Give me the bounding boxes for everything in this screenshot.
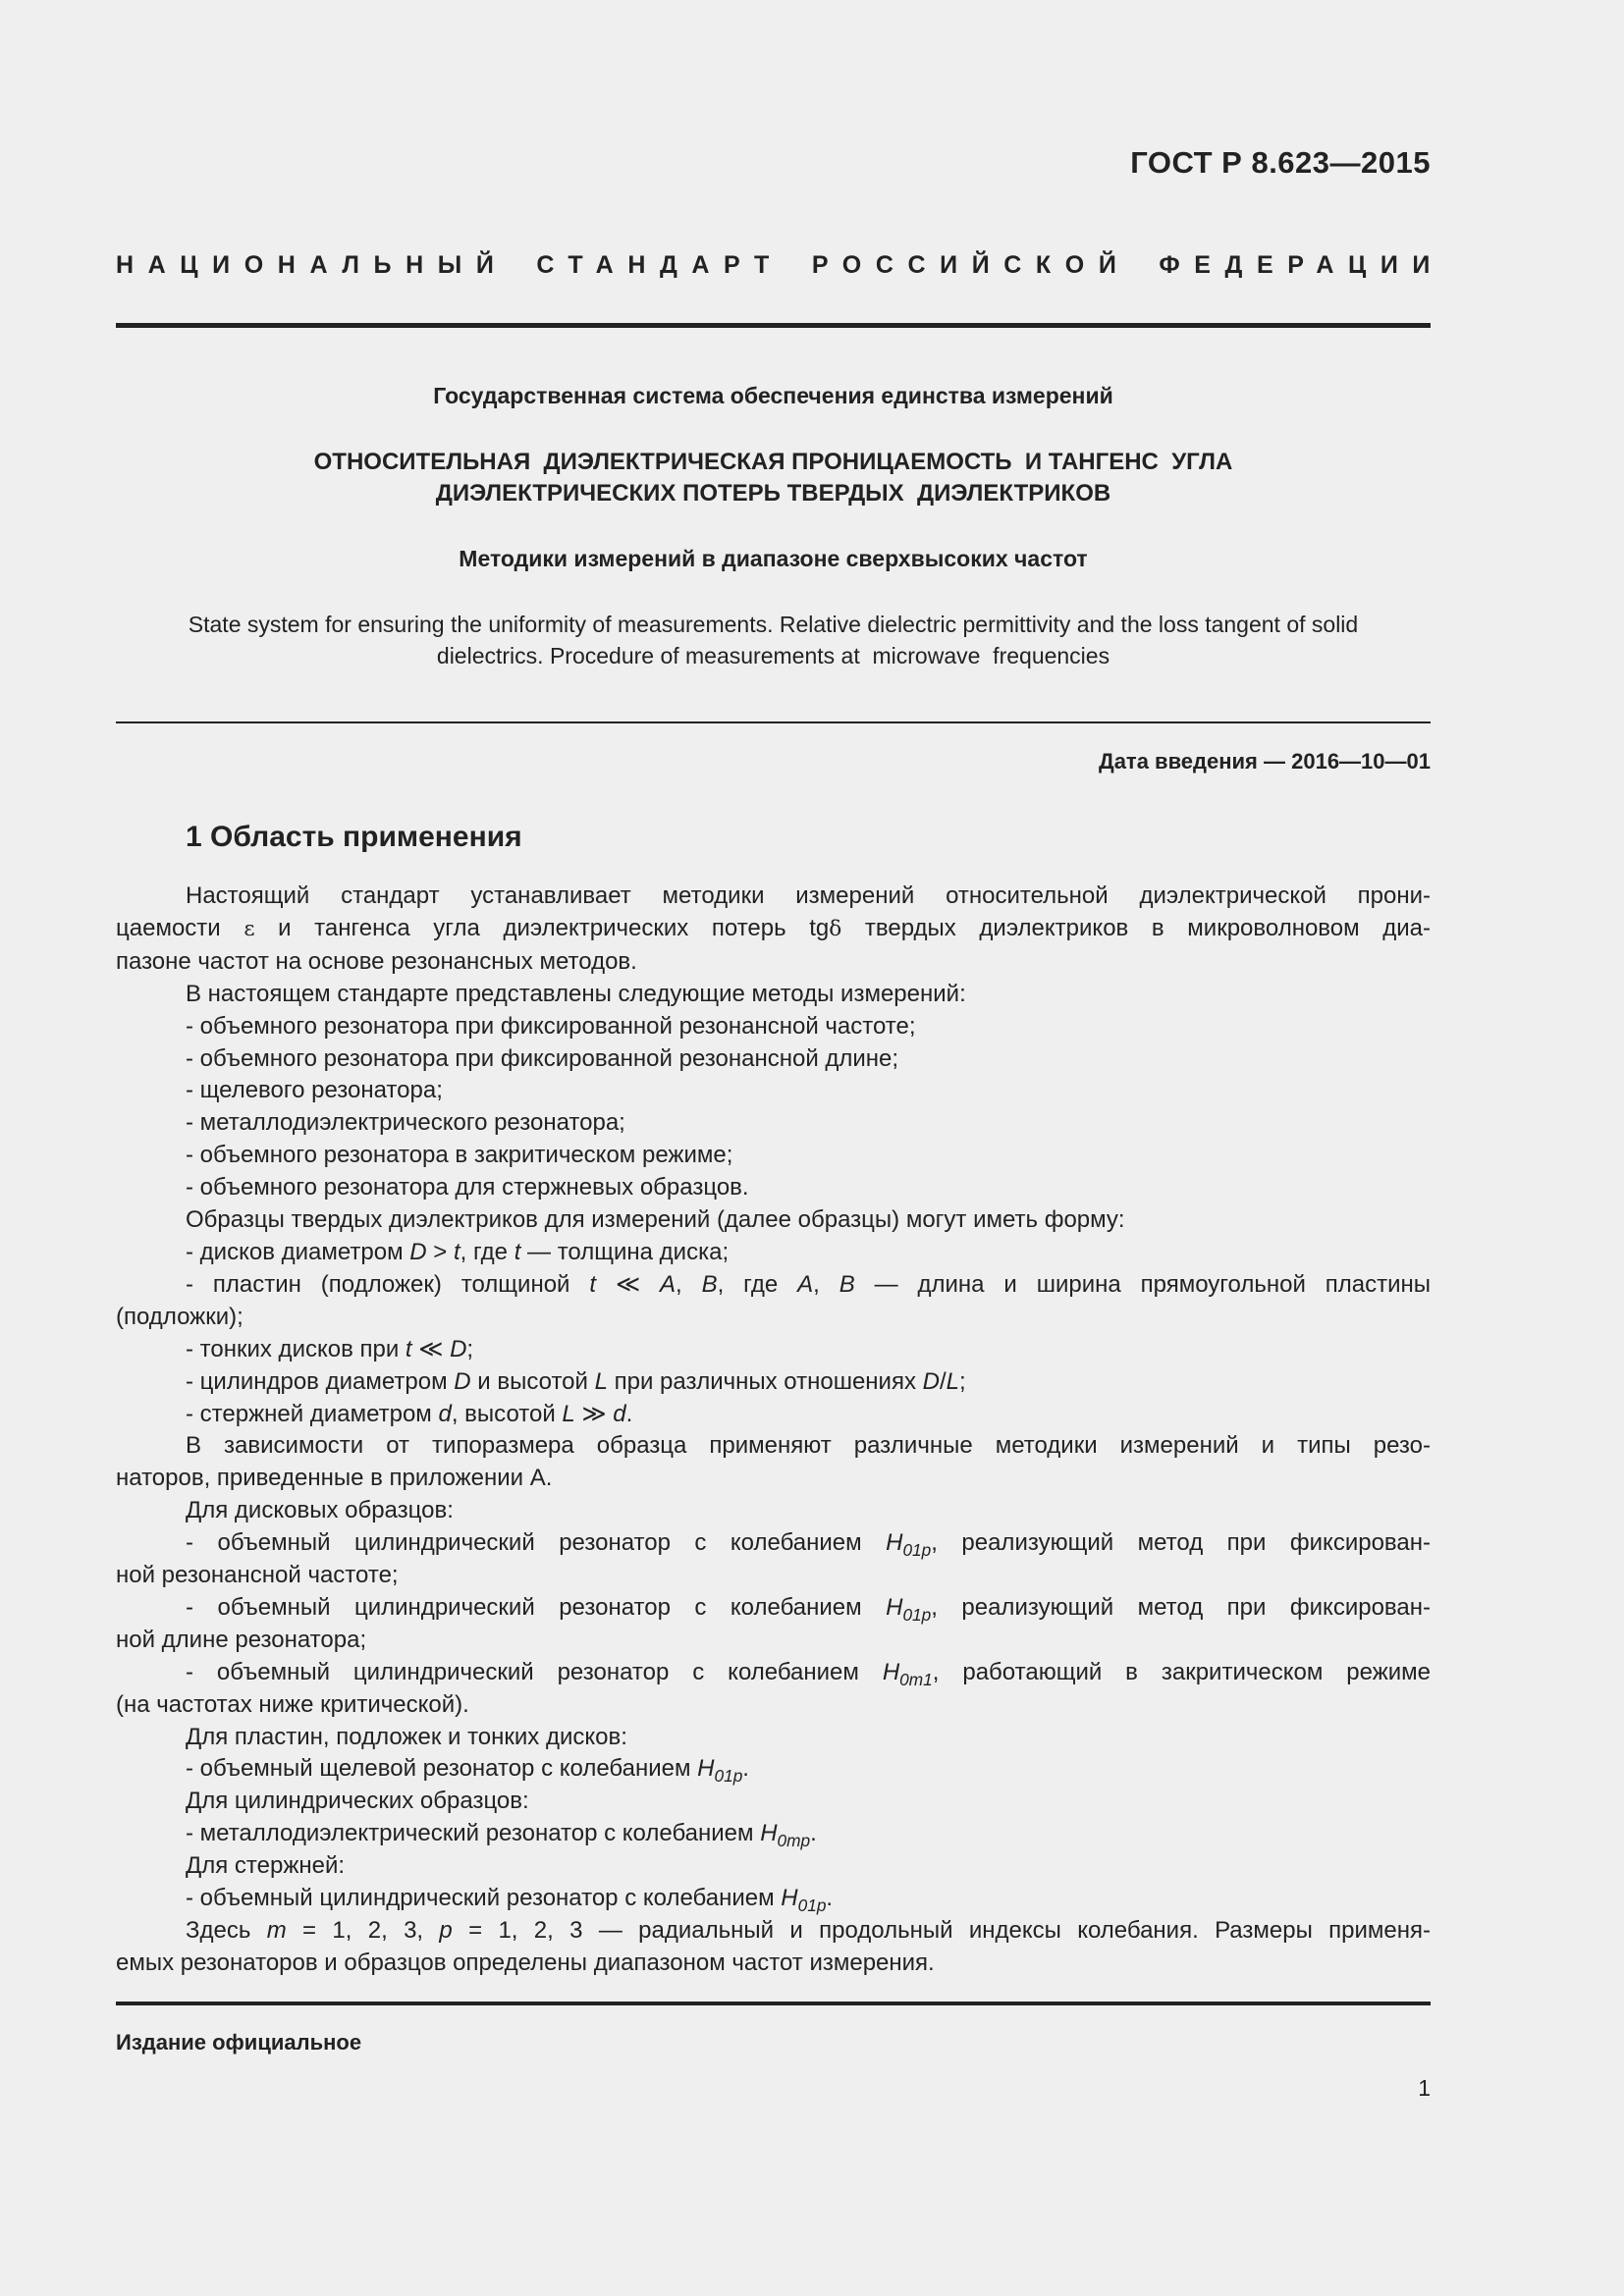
list-item: - объемного резонатора при фиксированной резонансной частоте; <box>186 1012 916 1040</box>
subheading: Для цилиндрических образцов: <box>186 1788 529 1815</box>
list-item: - цилиндров диаметром D и высотой L при различных отношениях D/L; <box>186 1367 966 1395</box>
document-title <box>116 447 1431 509</box>
paragraph: наторов, приведенные в приложении А. <box>116 1465 553 1492</box>
title-line-2: ДИЭЛЕКТРИЧЕСКИХ ПОТЕРЬ ТВЕРДЫХ ДИЭЛЕКТРИКОВ <box>435 480 1111 507</box>
banner-word-2: СТАНДАРТ <box>536 251 784 279</box>
paragraph: цаемости ε и тангенса угла диэлектрических потерь tgδ твердых диэлектриков в микроволновом диа- <box>116 914 1432 941</box>
list-item-cont: (подложки); <box>116 1303 244 1330</box>
list-item-cont: (на частотах ниже критической). <box>116 1690 469 1718</box>
method-subtitle: Методики измерений в диапазоне сверхвысоких частот <box>459 546 1088 571</box>
list-item-cont: ной резонансной частоте; <box>116 1562 399 1589</box>
list-item: - объемный цилиндрический резонатор с колебанием $H_{0m1}$, работающий в закритическом режиме <box>186 1658 1431 1689</box>
paragraph: емых резонаторов и образцов определены диапазоном частот измерения. <box>116 1949 935 1976</box>
list-item: - дисков диаметром D > t, где t — толщина диска; <box>186 1238 730 1265</box>
introduction-date: Дата введения — 2016—10—01 <box>1099 749 1431 774</box>
english-line-2: dielectrics. Procedure of measurements at microwave frequencies <box>436 643 1110 668</box>
subheading: Для дисковых образцов: <box>186 1497 454 1524</box>
banner-word-3: РОССИЙСКОЙ <box>811 251 1131 279</box>
footer-rule <box>116 2002 1431 2005</box>
official-edition-label: Издание официальное <box>116 2030 362 2055</box>
paragraph: пазоне частот на основе резонансных методов. <box>116 947 637 975</box>
list-item: - щелевого резонатора; <box>186 1077 443 1104</box>
title-line-1: ОТНОСИТЕЛЬНАЯ ДИЭЛЕКТРИЧЕСКАЯ ПРОНИЦАЕМОСТЬ И ТАНГЕНС УГЛА <box>313 449 1233 475</box>
header-rule <box>116 323 1431 328</box>
list-item: - тонких дисков при t ≪ D; <box>186 1335 474 1362</box>
section-heading: 1 Область применения <box>186 821 522 853</box>
section-body <box>116 881 1431 1980</box>
list-item: - металлодиэлектрический резонатор с колебанием $H_{0mp}$. <box>186 1820 817 1851</box>
list-item: - объемного резонатора при фиксированной резонансной длине; <box>186 1044 899 1072</box>
english-title <box>116 609 1431 671</box>
banner-word-1: НАЦИОНАЛЬНЫЙ <box>116 251 509 279</box>
list-item: - объемного резонатора в закритическом режиме; <box>186 1142 733 1169</box>
list-item: - пластин (подложек) толщиной t ≪ A, B, где A, B — длина и ширина прямоугольной пластины <box>186 1270 1432 1298</box>
subheading: Для пластин, подложек и тонких дисков: <box>186 1723 627 1750</box>
paragraph: Здесь m = 1, 2, 3, p = 1, 2, 3 — радиальный и продольный индексы колебания. Размеры применя- <box>186 1917 1431 1944</box>
paragraph: В настоящем стандарте представлены следующие методы измерений: <box>186 980 966 1007</box>
standard-number: ГОСТ Р 8.623—2015 <box>1130 145 1431 180</box>
paragraph: Образцы твердых диэлектриков для измерений (далее образцы) могут иметь форму: <box>186 1206 1125 1234</box>
list-item: - объемный цилиндрический резонатор с колебанием $H_{01p}$, реализующий метод при фиксирован- <box>186 1529 1431 1561</box>
list-item: - объемного резонатора для стержневых образцов. <box>186 1174 749 1201</box>
paragraph: В зависимости от типоразмера образца применяют различные методики измерений и типы резо- <box>186 1432 1431 1460</box>
banner-word-4: ФЕДЕРАЦИИ <box>1159 251 1444 279</box>
title-rule <box>116 721 1431 723</box>
english-line-1: State system for ensuring the uniformity of measurements. Relative dielectric permittivity and the loss tangent of solid <box>188 612 1359 637</box>
list-item: - металлодиэлектрического резонатора; <box>186 1109 625 1137</box>
national-standard-banner <box>116 251 1444 280</box>
page-number: 1 <box>1418 2075 1431 2101</box>
paragraph: Настоящий стандарт устанавливает методики измерений относительной диэлектрической прони- <box>186 882 1431 909</box>
system-title: Государственная система обеспечения единства измерений <box>433 383 1113 408</box>
list-item: - стержней диаметром d, высотой L ≫ d. <box>186 1400 633 1427</box>
subheading: Для стержней: <box>186 1852 346 1880</box>
list-item: - объемный цилиндрический резонатор с колебанием $H_{01p}$. <box>186 1885 834 1916</box>
list-item: - объемный цилиндрический резонатор с колебанием $H_{01p}$, реализующий метод при фиксирован- <box>186 1593 1431 1625</box>
list-item: - объемный щелевой резонатор с колебанием $H_{01p}$. <box>186 1755 749 1787</box>
list-item-cont: ной длине резонатора; <box>116 1626 367 1653</box>
